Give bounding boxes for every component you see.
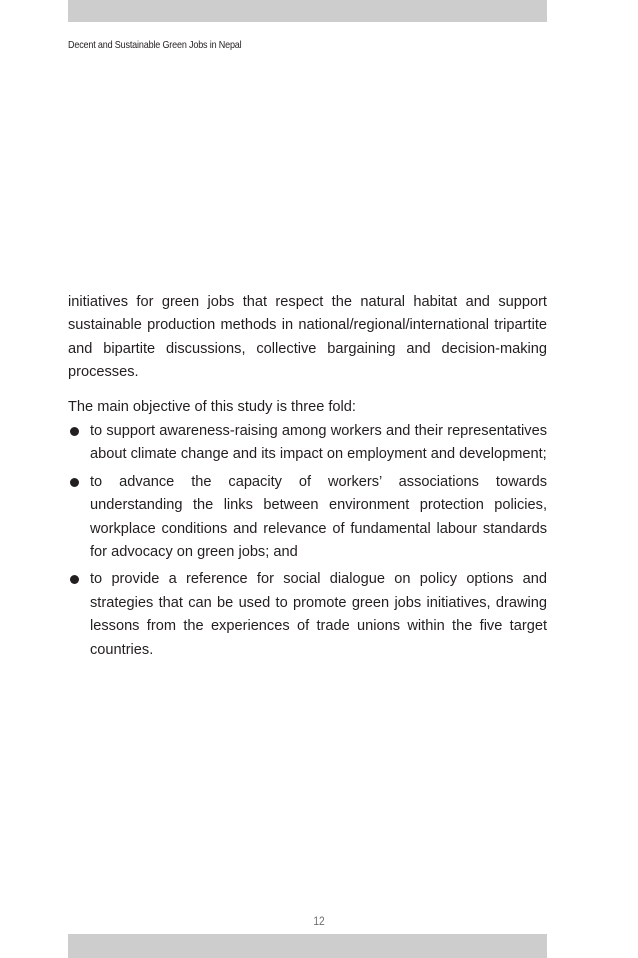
objective-item-3 (68, 568, 547, 662)
objective-lead-sentence: The main objective of this study is three fold: (68, 398, 356, 415)
page-body (68, 291, 547, 666)
objective-text-3: to provide a reference for social dialogue on policy options and strategies that can be used to promote green jobs initiatives, drawing lessons from the experiences of trade unions within the five target countries. (90, 571, 547, 658)
page-number: 12 (313, 914, 325, 928)
objectives-list (68, 420, 547, 662)
bullet-icon (70, 427, 79, 436)
objective-text-1: to support awareness-raising among workers and their representatives about climate change and its impact on employment and development; (90, 423, 547, 463)
running-header: Decent and Sustainable Green Jobs in Nepal (68, 39, 242, 51)
top-decorative-bar (68, 0, 547, 22)
bullet-icon (70, 575, 79, 584)
bottom-decorative-bar (68, 934, 547, 958)
intro-paragraph: initiatives for green jobs that respect the natural habitat and support sustainable production methods in national/regional/international tripartite and bipartite discussions, collective bargaining and decision-making processes. (68, 294, 547, 381)
bullet-icon (70, 478, 79, 487)
objective-text-2: to advance the capacity of workers’ associations towards understanding the links between environment protection policies, workplace conditions and relevance of fundamental labour standards for advocacy on green jobs; and (90, 473, 547, 561)
objective-item-2 (68, 471, 547, 565)
objective-item-1 (68, 420, 547, 467)
